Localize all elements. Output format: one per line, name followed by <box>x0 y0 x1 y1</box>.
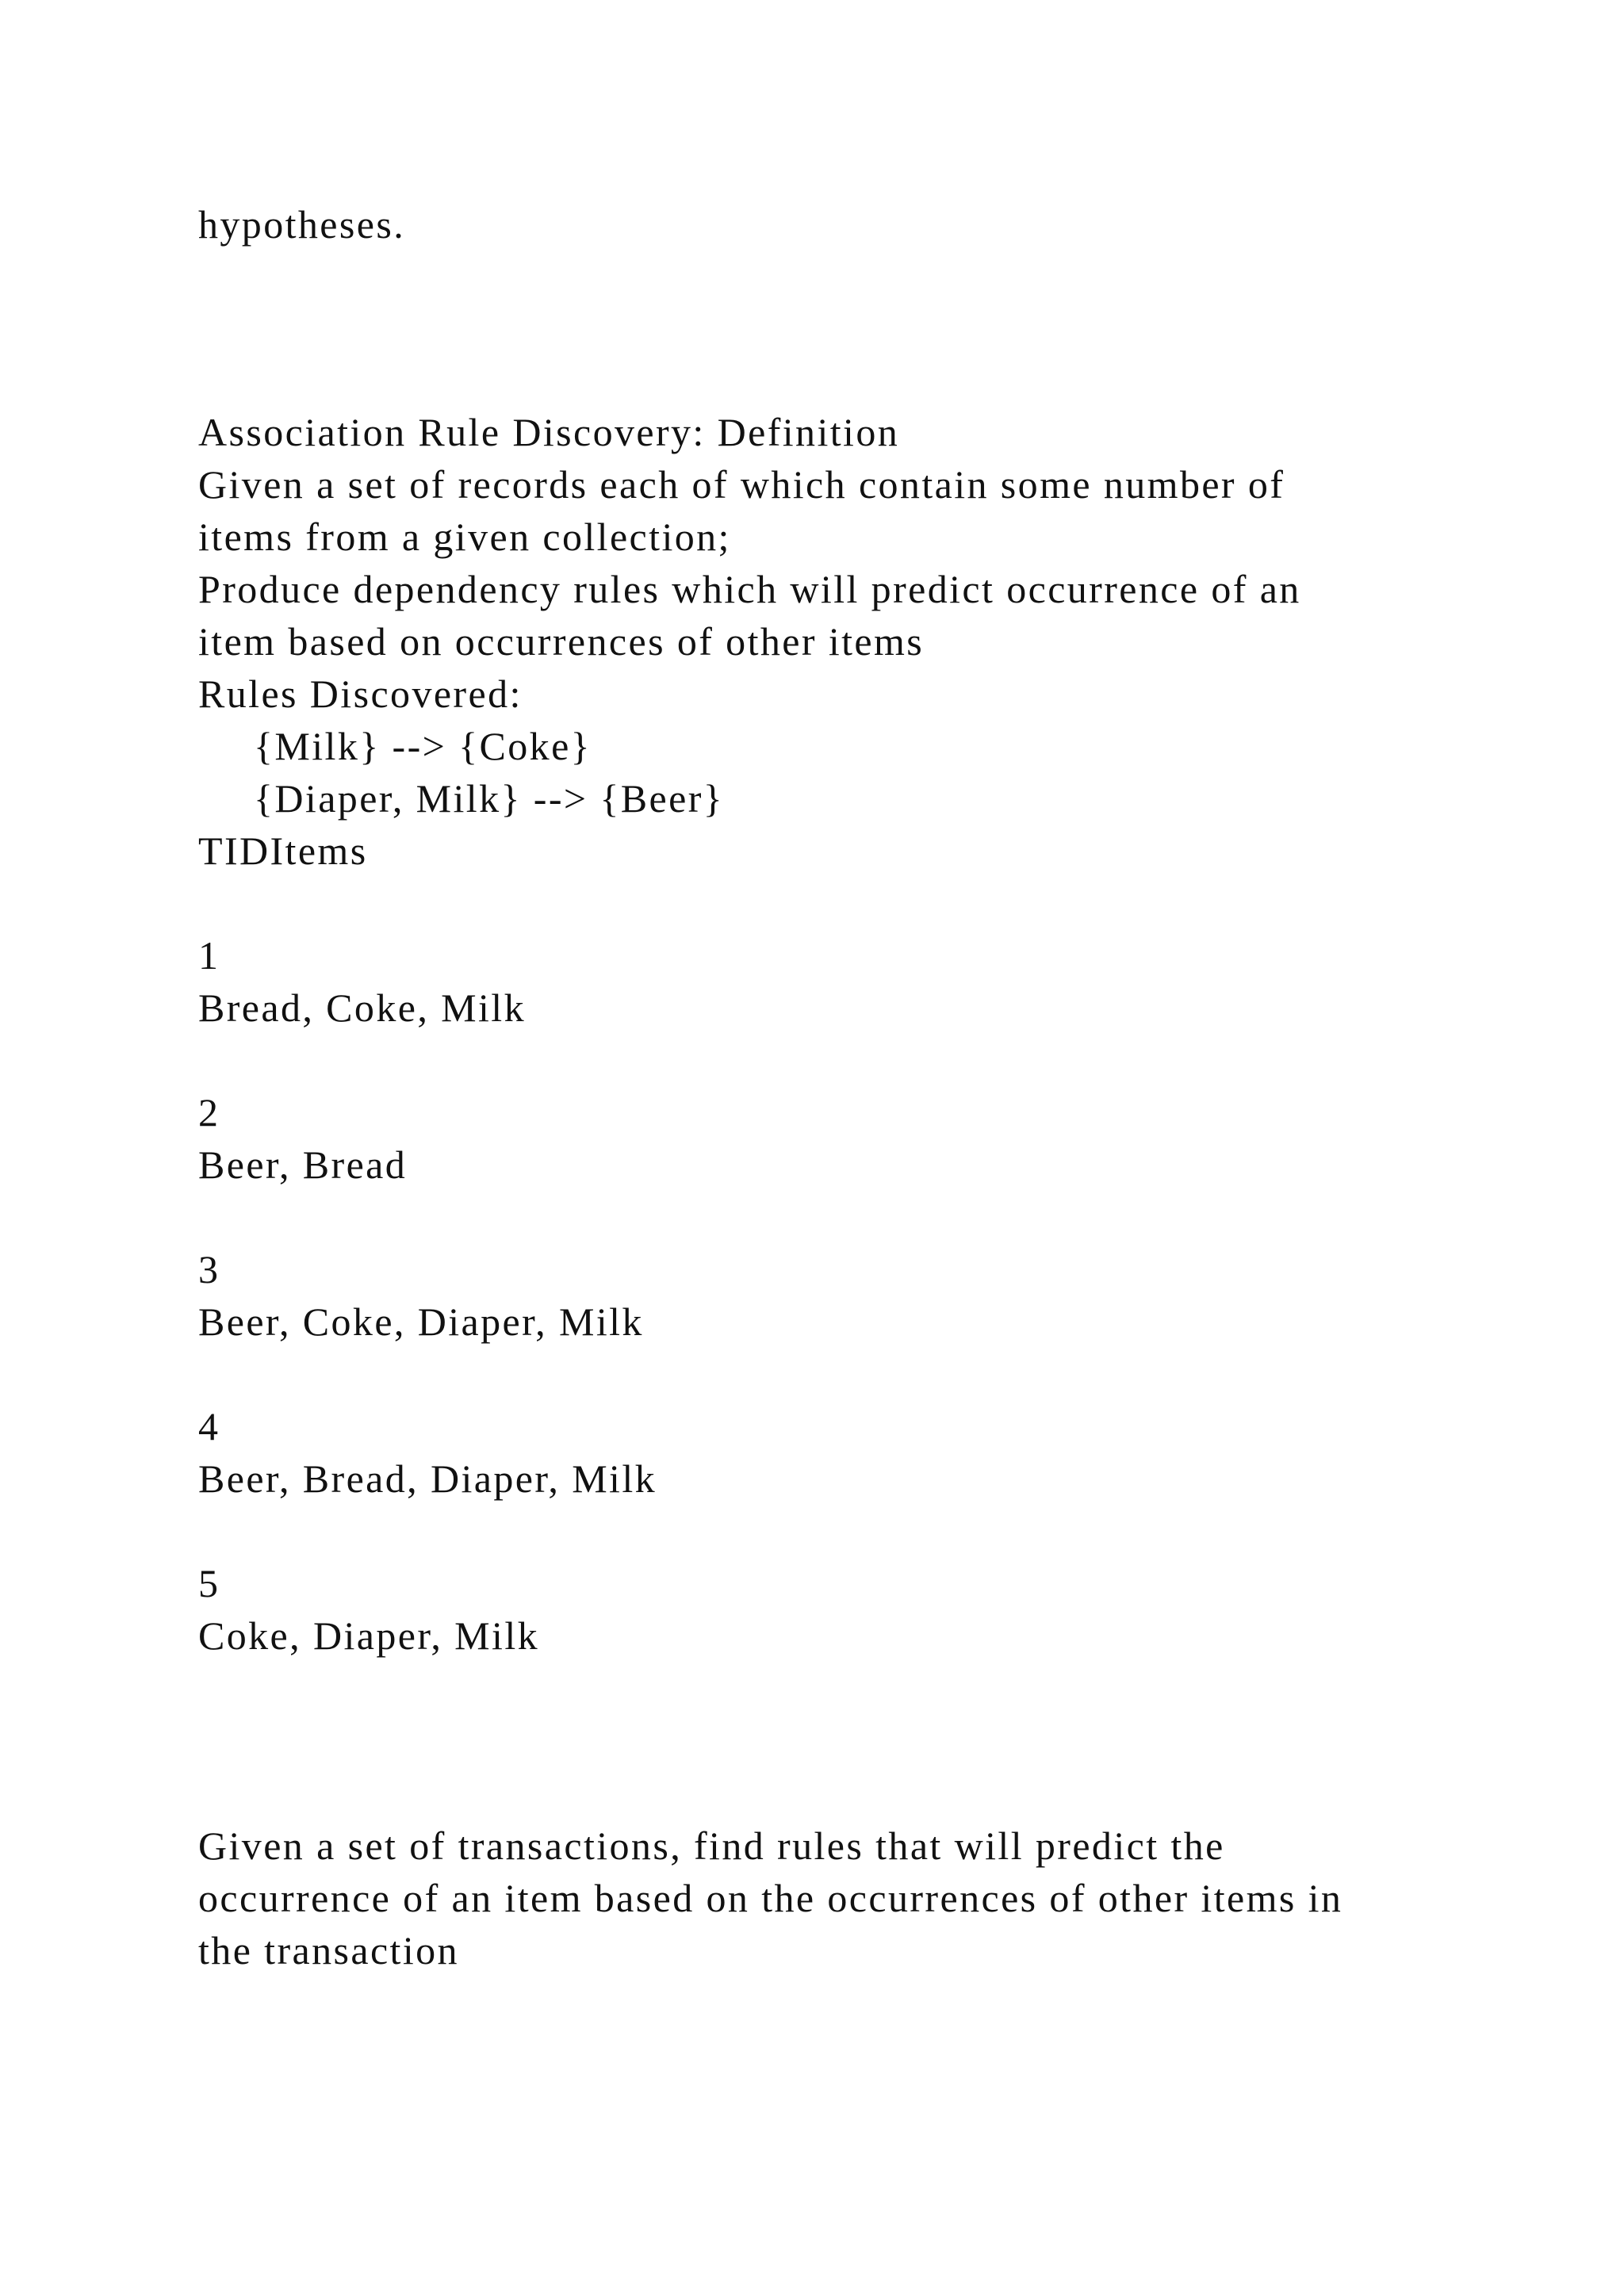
summary-line-3: the transaction <box>198 1928 459 1973</box>
section-title: Association Rule Discovery: Definition <box>198 410 900 454</box>
rule-item: {Milk} --> {Coke} <box>254 724 592 768</box>
transaction-id: 4 <box>198 1404 220 1448</box>
transaction-id: 1 <box>198 933 220 978</box>
definition-line-3: Produce dependency rules which will predict occurrence of an <box>198 567 1301 611</box>
definition-line-1: Given a set of records each of which contain some number of <box>198 462 1285 507</box>
summary-line-2: occurrence of an item based on the occurrences of other items in <box>198 1876 1343 1920</box>
table-header: TIDItems <box>198 828 368 873</box>
transaction-items: Beer, Coke, Diaper, Milk <box>198 1299 644 1344</box>
summary-line-1: Given a set of transactions, find rules that will predict the <box>198 1823 1225 1868</box>
definition-line-4: item based on occurrences of other items <box>198 619 925 664</box>
rule-item: {Diaper, Milk} --> {Beer} <box>254 776 725 821</box>
definition-line-2: items from a given collection; <box>198 515 731 559</box>
transaction-items: Beer, Bread <box>198 1142 408 1187</box>
transaction-id: 3 <box>198 1247 220 1292</box>
transaction-items: Coke, Diaper, Milk <box>198 1613 540 1658</box>
intro-fragment: hypotheses. <box>198 202 406 247</box>
transaction-items: Beer, Bread, Diaper, Milk <box>198 1456 657 1501</box>
transaction-items: Bread, Coke, Milk <box>198 985 526 1030</box>
transaction-id: 5 <box>198 1561 220 1605</box>
rules-heading: Rules Discovered: <box>198 672 523 716</box>
transaction-id: 2 <box>198 1090 220 1135</box>
